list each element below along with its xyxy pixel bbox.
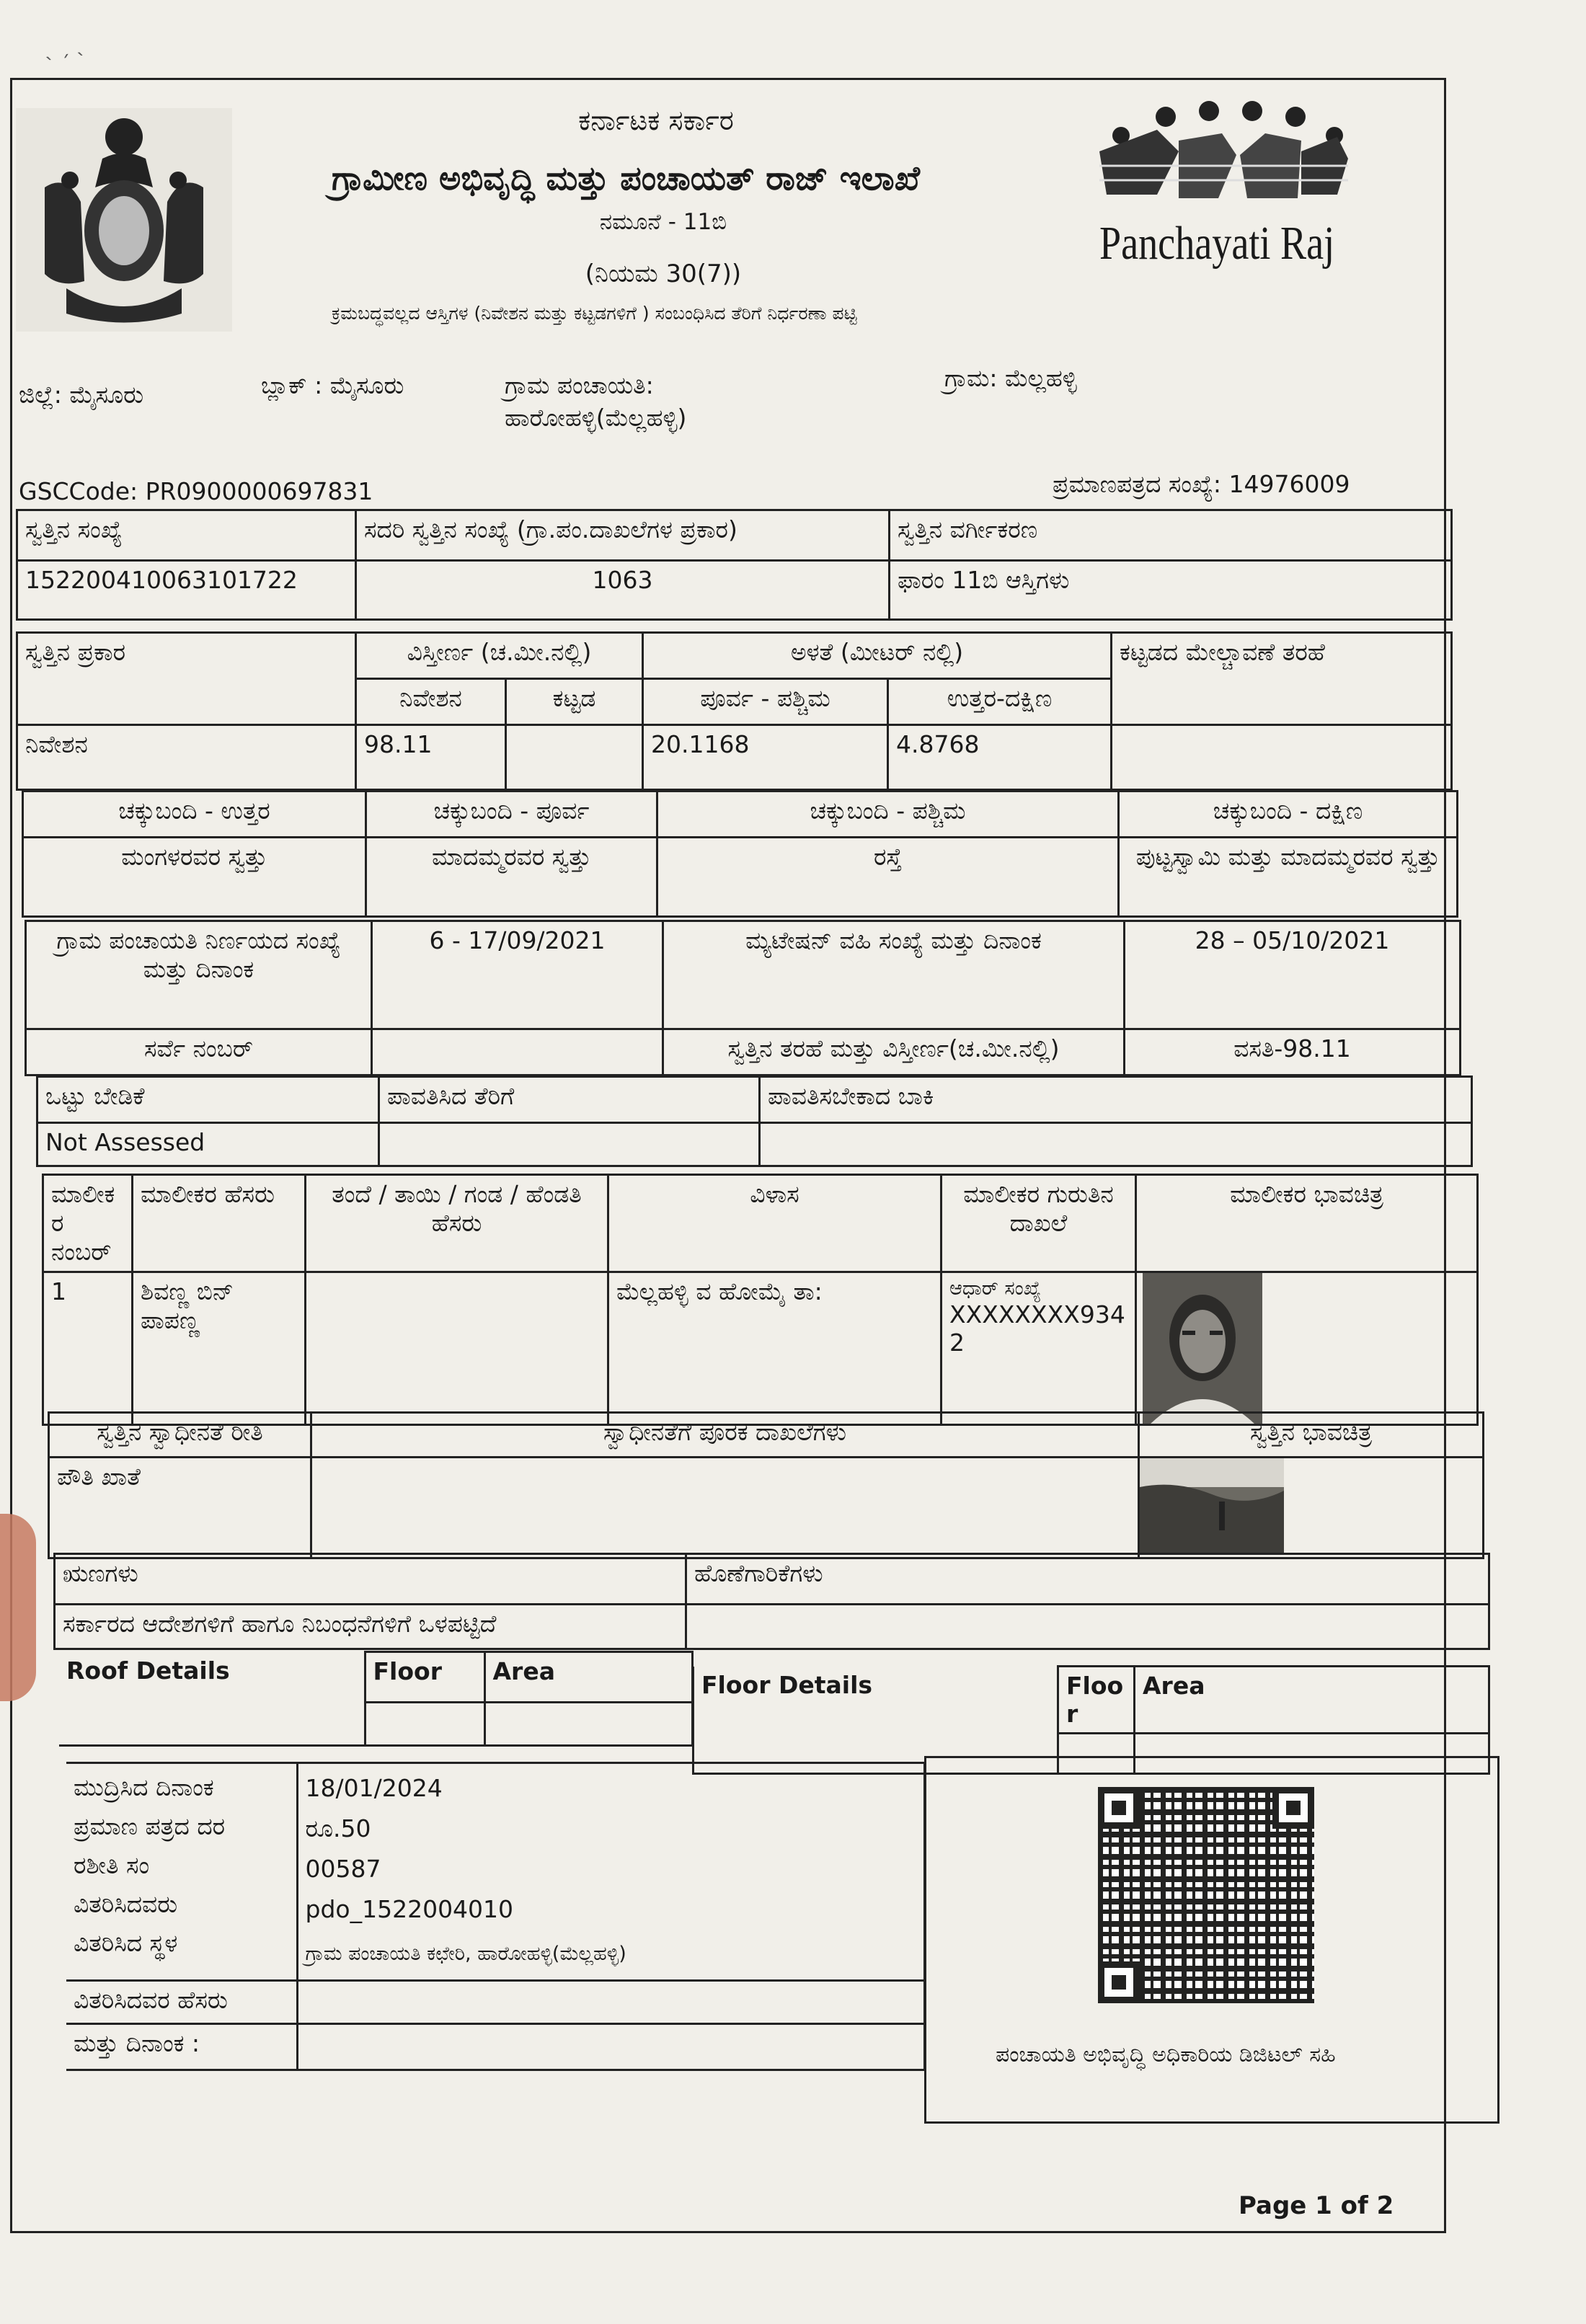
classification: ಫಾರಂ 11ಬಿ ಆಸ್ತಿಗಳು [890, 561, 1452, 620]
issue-date [297, 2024, 924, 2070]
owner-address-header: ವಿಳಾಸ [608, 1175, 942, 1272]
liabilities-table [53, 1553, 1490, 1650]
property-no-header: ಸ್ವತ್ತಿನ ಸಂಖ್ಯೆ [17, 510, 356, 561]
property-photo [1140, 1458, 1284, 1553]
property-no: 152200410063101722 [17, 561, 356, 620]
gp-property-no: 1063 [356, 561, 890, 620]
acquisition-type: ಪೌತಿ ಖಾತೆ [49, 1458, 311, 1558]
digital-signature-box [924, 1756, 1499, 2124]
owner-photo [1143, 1273, 1262, 1424]
roof-floor [365, 1703, 484, 1746]
north-boundary: ಮಂಗಳರವರ ಸ್ವತ್ತು [23, 838, 366, 917]
east-west: 20.1168 [643, 725, 888, 790]
south-boundary-header: ಚಕ್ಕುಬಂದಿ - ದಕ್ಷಿಣ [1119, 791, 1458, 838]
tax-table [36, 1075, 1473, 1167]
building-header: ಕಟ್ಟಡ [506, 679, 643, 725]
karnataka-emblem-icon [16, 108, 232, 332]
margin-scribble: ˎ ˏ ˎ [42, 33, 87, 61]
roof-details-table [59, 1651, 694, 1747]
survey-number [372, 1029, 663, 1075]
page-number: Page 1 of 2 [1239, 2191, 1394, 2220]
qr-code-icon [1098, 1787, 1314, 2003]
owner-name-header: ಮಾಲೀಕರ ಹೆಸರು [133, 1175, 306, 1272]
balance-header: ಪಾವತಿಸಬೇಕಾದ ಬಾಕಿ [760, 1077, 1472, 1123]
place-label: ವಿತರಿಸಿದ ಸ್ಥಳ [74, 1929, 178, 1957]
gp-property-no-header: ಸದರಿ ಸ್ವತ್ತಿನ ಸಂಖ್ಯೆ (ಗ್ರಾ.ಪಂ.ದಾಖಲೆಗಳ ಪ್ರಕಾರ) [356, 510, 890, 561]
owner-no: 1 [43, 1272, 133, 1425]
dimension-header: ಅಳತೆ (ಮೀಟರ್ ನಲ್ಲಿ) [643, 633, 1112, 679]
documents-header: ಸ್ವಾಧೀನತೆಗೆ ಪೂರಕ ದಾಖಲೆಗಳು [311, 1413, 1139, 1458]
east-boundary-header: ಚಕ್ಕುಬಂದಿ - ಪೂರ್ವ [366, 791, 657, 838]
property-photo-cell [1139, 1458, 1484, 1558]
receipt-number: 00587 [305, 1855, 381, 1883]
logo-text: Panchayati Raj [1099, 217, 1335, 270]
document-subtitle: ಕ್ರಮಬದ್ಧವಲ್ಲದ ಆಸ್ತಿಗಳ (ನಿವೇಶನ ಮತ್ತು ಕಟ್ಟಡಗಳಿಗೆ ) ಸಂಬಂಧಿಸಿದ ತೆರಿಗೆ ನಿರ್ಧರಣಾ ಪಟ್ಟಿ [332, 303, 857, 324]
roof-details-label: Roof Details [59, 1652, 365, 1703]
resolution-table [25, 920, 1461, 1076]
east-boundary: ಮಾದಮ್ಮರವರ ಸ್ವತ್ತು [366, 838, 657, 917]
department-title: ಗ್ರಾಮೀಣ ಅಭಿವೃದ್ಧಿ ಮತ್ತು ಪಂಚಾಯತ್ ರಾಜ್ ಇಲಾಖೆ [332, 159, 920, 198]
owner-no-header: ಮಾಲೀಕರ ನಂಬರ್ [43, 1175, 133, 1272]
and-date-label: ಮತ್ತು ದಿನಾಂಕ : [66, 2024, 297, 2070]
north-south: 4.8768 [888, 725, 1112, 790]
type-header: ಸ್ವತ್ತಿನ ಪ್ರಕಾರ [17, 633, 356, 725]
west-boundary: ರಸ್ತೆ [657, 838, 1119, 917]
property-id-table [16, 509, 1453, 621]
gsc-code: GSCCode: PR0900000697831 [19, 477, 373, 505]
acquisition-header: ಸ್ವತ್ತಿನ ಸ್ವಾಧೀನತೆ ರೀತಿ [49, 1413, 311, 1458]
roof-floor-header: Floor [365, 1652, 484, 1703]
owner-table [42, 1174, 1479, 1426]
total-demand: Not Assessed [37, 1123, 379, 1166]
paid-tax [379, 1123, 760, 1166]
survey-header: ಸರ್ವೆ ನಂಬರ್ [26, 1029, 372, 1075]
issue-place: ಗ್ರಾಮ ಪಂಚಾಯತಿ ಕಛೇರಿ, ಹಾರೋಹಳ್ಳಿ(ಮೆಲ್ಲಹಳ್ಳಿ) [305, 1943, 626, 1965]
balance [760, 1123, 1472, 1166]
block: ಬ್ಲಾಕ್ : ಮೈಸೂರು [261, 371, 404, 399]
panchayati-raj-logo-icon [1092, 101, 1352, 209]
owner-photo-header: ಮಾಲೀಕರ ಭಾವಚಿತ್ರ [1136, 1175, 1478, 1272]
responsibilities-value [686, 1605, 1489, 1649]
paid-tax-header: ಪಾವತಿಸಿದ ತೆರಿಗೆ [379, 1077, 760, 1123]
finger-overlay [0, 1514, 36, 1701]
owner-photo-cell [1136, 1272, 1478, 1425]
print-date-label: ಮುದ್ರಿಸಿದ ದಿನಾಂಕ [74, 1773, 214, 1801]
owner-id-label: ಆಧಾರ್ ಸಂಖ್ಯೆ [949, 1277, 1042, 1300]
issuer-name-label: ವಿತರಿಸಿದವರ ಹೆಸರು [66, 1981, 297, 2024]
roof-type [1112, 725, 1452, 790]
east-west-header: ಪೂರ್ವ - ಪಶ್ಚಿಮ [643, 679, 888, 725]
west-boundary-header: ಚಕ್ಕುಬಂದಿ - ಪಶ್ಚಿಮ [657, 791, 1119, 838]
issuer-label: ವಿತರಿಸಿದವರು [74, 1890, 178, 1918]
roof-area-header: Area [484, 1652, 692, 1703]
gp-name: ಹಾರೋಹಳ್ಳಿ(ಮೆಲ್ಲಹಳ್ಳಿ) [505, 404, 687, 432]
north-south-header: ಉತ್ತರ-ದಕ್ಷಿಣ [888, 679, 1112, 725]
rule-reference: (ನಿಯಮ 30(7)) [585, 260, 742, 288]
property-photo-header: ಸ್ವತ್ತಿನ ಭಾವಚಿತ್ರ [1139, 1413, 1484, 1458]
floor-area-header: Area [1135, 1667, 1489, 1734]
digital-signature-label: ಪಂಚಾಯತಿ ಅಭಿವೃದ್ಧಿ ಅಧಿಕಾರಿಯ ಡಿಜಿಟಲ್ ಸಹಿ [996, 2042, 1336, 2067]
total-demand-header: ಒಟ್ಟು ಬೇಡಿಕೆ [37, 1077, 379, 1123]
gp-resolution: 6 - 17/09/2021 [372, 921, 663, 1029]
govt-orders-note: ಸರ್ಕಾರದ ಆದೇಶಗಳಿಗೆ ಹಾಗೂ ನಿಬಂಧನೆಗಳಿಗೆ ಒಳಪಟ್ಟಿದೆ [55, 1605, 686, 1649]
certificate-number: ಪ್ರಮಾಣಪತ್ರದ ಸಂಖ್ಯೆ: 14976009 [1053, 470, 1350, 498]
form-name: ನಮೂನೆ - 11ಬಿ [599, 209, 727, 235]
owner-relation-header: ತಂದೆ / ತಾಯಿ / ಗಂಡ / ಹೆಂಡತಿ ಹೆಸರು [306, 1175, 608, 1272]
issuer-id: pdo_1522004010 [305, 1895, 514, 1923]
floor-details-label: Floor Details [694, 1667, 1058, 1734]
owner-id-header: ಮಾಲೀಕರ ಗುರುತಿನ ದಾಖಲೆ [942, 1175, 1136, 1272]
gp-resolution-header: ಗ್ರಾಮ ಪಂಚಾಯತಿ ನಿರ್ಣಯದ ಸಂಖ್ಯೆ ಮತ್ತು ದಿನಾಂಕ [26, 921, 372, 1029]
floor-header: Floor [1058, 1667, 1135, 1734]
site-header: ನಿವೇಶನ [356, 679, 506, 725]
print-date: 18/01/2024 [305, 1774, 443, 1802]
supporting-documents [311, 1458, 1139, 1558]
owner-name: ಶಿವಣ್ಣ ಬಿನ್ ಪಾಪಣ್ಣ [133, 1272, 306, 1425]
ownership-table [48, 1411, 1484, 1559]
roof-type-header: ಕಟ್ಟಡದ ಮೇಲ್ಚಾವಣೆ ತರಹೆ [1112, 633, 1452, 725]
village: ಗ್ರಾಮ: ಮೆಲ್ಲಹಳ್ಳಿ [944, 364, 1077, 392]
receipt-label: ರಶೀತಿ ಸಂ [74, 1851, 150, 1879]
property-area-header: ಸ್ವತ್ತಿನ ತರಹೆ ಮತ್ತು ವಿಸ್ತೀರ್ಣ(ಚ.ಮೀ.ನಲ್ಲಿ) [663, 1029, 1125, 1075]
fee-label: ಪ್ರಮಾಣ ಪತ್ರದ ದರ [74, 1812, 226, 1840]
print-info-table [66, 1762, 926, 2071]
gp-label: ಗ್ರಾಮ ಪಂಚಾಯತಿ: [505, 371, 654, 399]
owner-address: ಮೆಲ್ಲಹಳ್ಳಿ ವ ಹೋಮೈ ತಾ: [608, 1272, 942, 1425]
owner-id-value: XXXXXXXX9342 [949, 1300, 1125, 1357]
property-area: ವಸತಿ-98.11 [1125, 1029, 1461, 1075]
responsibilities-header: ಹೊಣೆಗಾರಿಕೆಗಳು [686, 1554, 1489, 1605]
owner-relation [306, 1272, 608, 1425]
loans-header: ಋಣಗಳು [55, 1554, 686, 1605]
mutation: 28 – 05/10/2021 [1125, 921, 1461, 1029]
building-area [506, 725, 643, 790]
south-boundary: ಪುಟ್ಟಸ್ವಾಮಿ ಮತ್ತು ಮಾದಮ್ಮರವರ ಸ್ವತ್ತು [1119, 838, 1458, 917]
govt-title: ಕರ್ನಾಟಕ ಸರ್ಕಾರ [578, 105, 734, 136]
classification-header: ಸ್ವತ್ತಿನ ವರ್ಗೀಕರಣ [890, 510, 1452, 561]
north-boundary-header: ಚಕ್ಕುಬಂದಿ - ಉತ್ತರ [23, 791, 366, 838]
mutation-header: ಮ್ಯಟೇಷನ್ ವಹಿ ಸಂಖ್ಯೆ ಮತ್ತು ದಿನಾಂಕ [663, 921, 1125, 1029]
roof-area [484, 1703, 692, 1746]
issuer-name [297, 1981, 924, 2024]
certificate-fee: ರೂ.50 [305, 1814, 371, 1842]
property-type: ನಿವೇಶನ [17, 725, 356, 790]
boundaries-table [22, 790, 1458, 918]
area-header: ವಿಸ್ತೀರ್ಣ (ಚ.ಮೀ.ನಲ್ಲಿ) [356, 633, 643, 679]
site-area: 98.11 [356, 725, 506, 790]
district: ಜಿಲ್ಲೆ: ಮೈಸೂರು [19, 381, 144, 409]
property-area-table [16, 631, 1453, 791]
